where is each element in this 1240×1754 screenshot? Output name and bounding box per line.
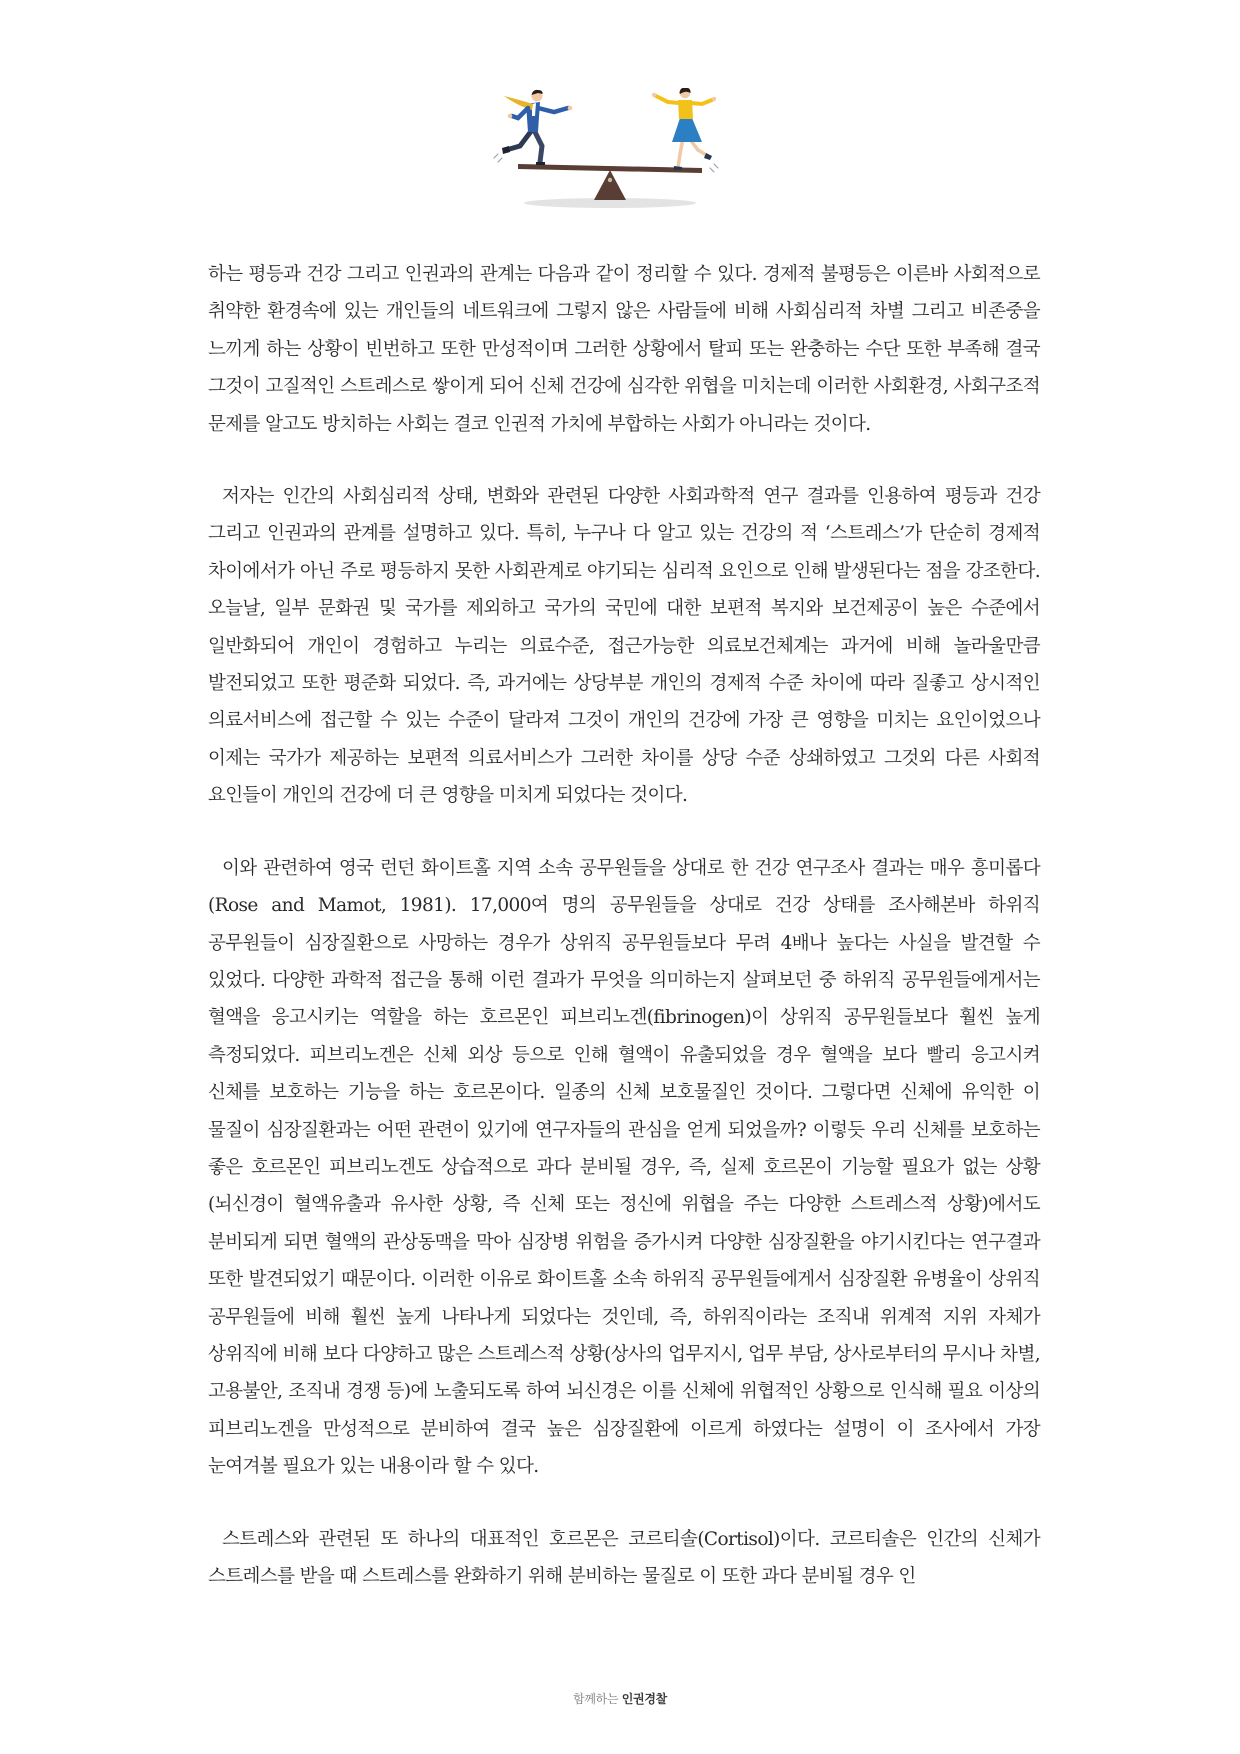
seesaw-pivot bbox=[608, 178, 612, 182]
seesaw-illustration bbox=[490, 88, 770, 238]
seesaw-fulcrum bbox=[594, 170, 626, 200]
footer-prefix: 함께하는 bbox=[573, 1692, 619, 1706]
man-figure bbox=[494, 90, 572, 165]
woman-figure bbox=[652, 88, 718, 172]
article-paragraph-1: 하는 평등과 건강 그리고 인권과의 관계는 다음과 같이 정리할 수 있다. 경제적 불평등은 이른바 사회적으로 취약한 환경속에 있는 개인들의 네트워크에 그렇지 않은 사람들에 비해 사회심리적 차별 그리고 비존중을 느끼게 하는 상황이 빈번하고 또한 만성적이며 그러한 상황에서 탈피 또는 완충하는 수단 또한 부족해 결국 그것이 고질적인 스트레스로 쌓이게 되어 신체 건강에 심각한 위협을 미치는데 이러한 사회환경, 사회구조적 문제를 알고도 방치하는 사회는 결코 인권적 가치에 부합하는 사회가 아니라는 것이다. bbox=[208, 264, 1040, 435]
footer-title: 인권경찰 bbox=[621, 1692, 667, 1706]
article-body bbox=[208, 256, 1040, 1595]
page-footer bbox=[0, 1690, 1240, 1707]
article-paragraph-3: 이와 관련하여 영국 런던 화이트홀 지역 소속 공무원들을 상대로 한 건강 연구조사 결과는 매우 흥미롭다(Rose and Mamot, 1981). 17,000여 명의 공무원들을 상대로 건강 상태를 조사해본바 하위직 공무원들이 심장질환으로 사망하는 경우가 상위직 공무원들보다 무려 4배나 높다는 사실을 발견할 수 있었다. 다양한 과학적 접근을 통해 이런 결과가 무엇을 의미하는지 살펴보던 중 하위직 공무원들에게서는 혈액을 응고시키는 역할을 하는 호르몬인 피브리노겐(fibrinogen)이 상위직 공무원들보다 훨씬 높게 측정되었다. 피브리노겐은 신체 외상 등으로 인해 혈액이 유출되었을 경우 혈액을 보다 빨리 응고시켜 신체를 보호하는 기능을 하는 호르몬이다. 일종의 신체 보호물질인 것이다. 그렇다면 신체에 유익한 이 물질이 심장질환과는 어떤 관련이 있기에 연구자들의 관심을 얻게 되었을까? 이렇듯 우리 신체를 보호하는 좋은 호르몬인 피브리노겐도 상습적으로 과다 분비될 경우, 즉, 실제 호르몬이 기능할 필요가 없는 상황(뇌신경이 혈액유출과 유사한 상황, 즉 신체 또는 정신에 위협을 주는 다양한 스트레스적 상황)에서도 분비되게 되면 혈액의 관상동맥을 막아 심장병 위험을 증가시켜 다양한 심장질환을 야기시킨다는 연구결과 또한 발견되었기 때문이다. 이러한 이유로 화이트홀 소속 하위직 공무원들에게서 심장질환 유병율이 상위직 공무원들에 비해 훨씬 높게 나타나게 되었다는 것인데, 즉, 하위직이라는 조직내 위계적 지위 자체가 상위직에 비해 보다 다양하고 많은 스트레스적 상황(상사의 업무지시, 업무 부담, 상사로부터의 무시나 차별, 고용불안, 조직내 경쟁 등)에 노출되도록 하여 뇌신경은 이를 신체에 위협적인 상황으로 인식해 필요 이상의 피브리노겐을 만성적으로 분비하여 결국 높은 심장질환에 이르게 하였다는 설명이 이 조사에서 가장 눈여겨볼 필요가 있는 내용이라 할 수 있다. bbox=[208, 857, 1040, 1478]
article-paragraph-4: 스트레스와 관련된 또 하나의 대표적인 호르몬은 코르티솔(Cortisol)이다. 코르티솔은 인간의 신체가 스트레스를 받을 때 스트레스를 완화하기 위해 분비하는 물질로 이 또한 과다 분비될 경우 인 bbox=[208, 1528, 1040, 1587]
article-paragraph-2: 저자는 인간의 사회심리적 상태, 변화와 관련된 다양한 사회과학적 연구 결과를 인용하여 평등과 건강 그리고 인권과의 관계를 설명하고 있다. 특히, 누구나 다 알고 있는 건강의 적 ‘스트레스’가 단순히 경제적 차이에서가 아닌 주로 평등하지 못한 사회관계로 야기되는 심리적 요인으로 인해 발생된다는 점을 강조한다. 오늘날, 일부 문화권 및 국가를 제외하고 국가의 국민에 대한 보편적 복지와 보건제공이 높은 수준에서 일반화되어 개인이 경험하고 누리는 의료수준, 접근가능한 의료보건체계는 과거에 비해 놀라울만큼 발전되었고 또한 평준화 되었다. 즉, 과거에는 상당부분 개인의 경제적 수준 차이에 따라 질좋고 상시적인 의료서비스에 접근할 수 있는 수준이 달라져 그것이 개인의 건강에 가장 큰 영향을 미치는 요인이었으나 이제는 국가가 제공하는 보편적 의료서비스가 그러한 차이를 상당 수준 상쇄하였고 그것외 다른 사회적 요인들이 개인의 건강에 더 큰 영향을 미치게 되었다는 것이다. bbox=[208, 486, 1040, 807]
